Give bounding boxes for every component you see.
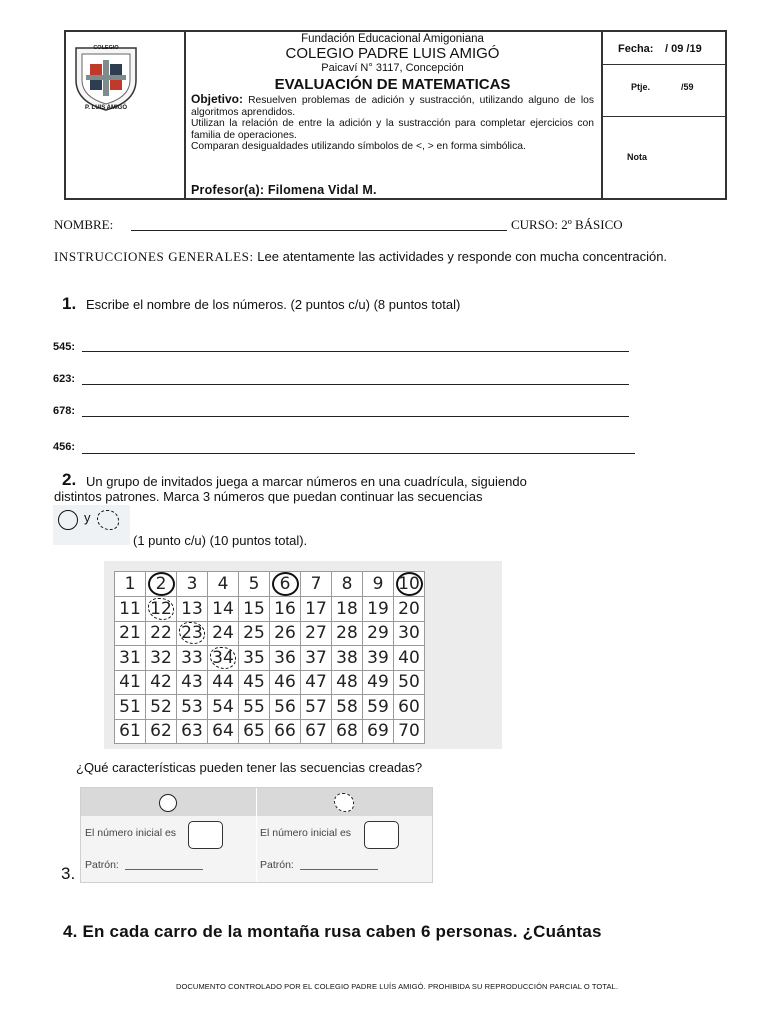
nombre-label: NOMBRE: — [54, 217, 114, 232]
grid-number: 18 — [336, 598, 358, 619]
grid-cell[interactable] — [270, 695, 301, 720]
grid-number: 38 — [336, 647, 358, 668]
grid-number: 65 — [243, 721, 265, 742]
grid-cell[interactable] — [394, 597, 425, 622]
grid-number: 8 — [341, 574, 353, 594]
grid-cell[interactable] — [146, 621, 177, 646]
grid-cell[interactable] — [301, 646, 332, 671]
grid-cell[interactable] — [115, 719, 146, 744]
grid-number: 1 — [124, 574, 136, 594]
grid-number: 67 — [305, 721, 327, 742]
q1-number: 1. — [62, 294, 77, 313]
objective-2: Utilizan la relación de entre la adición y la sustracción para completar ejercicios con familia de operaciones. — [191, 118, 594, 141]
grid-cell[interactable] — [146, 646, 177, 671]
grid-cell[interactable] — [115, 646, 146, 671]
grid-cell[interactable] — [332, 670, 363, 695]
grid-cell[interactable] — [363, 597, 394, 622]
grid-number: 64 — [212, 721, 234, 742]
grid-cell[interactable] — [208, 621, 239, 646]
patron-line-cloud[interactable] — [300, 869, 378, 870]
instructions-label: INSTRUCCIONES GENERALES: — [54, 249, 254, 264]
grid-number: 45 — [243, 672, 265, 693]
grid-number: 57 — [305, 696, 327, 717]
fecha-value: / 09 /19 — [665, 43, 702, 55]
curso-label: CURSO: 2º BÁSICO — [511, 217, 623, 232]
grid-cell[interactable] — [301, 572, 332, 597]
number-grid — [104, 561, 502, 749]
grid-number: 49 — [367, 672, 389, 693]
grid-number: 15 — [243, 598, 265, 619]
sequence-table — [80, 787, 433, 883]
grid-cell[interactable] — [394, 572, 425, 597]
legend-y: y — [84, 510, 91, 525]
grid-cell[interactable] — [270, 646, 301, 671]
grid-cell[interactable] — [177, 646, 208, 671]
q2-number: 2. — [62, 470, 77, 489]
grid-cell[interactable] — [115, 670, 146, 695]
objective-1: Resuelven problemas de adición y sustracción, utilizando alguno de los algoritmos aprendidos. — [191, 95, 594, 118]
grid-cell[interactable] — [301, 670, 332, 695]
q4-text: 4. En cada carro de la montaña rusa caben 6 personas. ¿Cuántas — [63, 922, 602, 941]
fecha-label: Fecha: — [618, 43, 654, 55]
q1-answer-line-456[interactable] — [82, 453, 635, 454]
circle-header-icon — [159, 794, 177, 812]
q2-line2: distintos patrones. Marca 3 números que puedan continuar las secuencias — [54, 489, 483, 504]
grid-row — [115, 597, 425, 622]
grid-number: 62 — [150, 721, 172, 742]
grid-number: 60 — [398, 696, 420, 717]
grid-number: 28 — [336, 623, 358, 644]
grid-cell[interactable] — [208, 719, 239, 744]
grid-number-clouded: 34 — [210, 647, 236, 669]
school-name: COLEGIO PADRE LUIS AMIGÓ — [285, 45, 500, 62]
grid-number: 21 — [119, 623, 141, 644]
cloud-symbol-icon — [97, 510, 119, 530]
grid-cell[interactable] — [239, 597, 270, 622]
grid-cell[interactable] — [208, 695, 239, 720]
grid-cell[interactable] — [177, 719, 208, 744]
grid-cell[interactable] — [146, 597, 177, 622]
grid-number: 25 — [243, 623, 265, 644]
grid-number-circled: 2 — [148, 572, 175, 596]
q1-item-678: 678: — [53, 405, 76, 417]
patron-label-cloud: Patrón: — [260, 859, 294, 871]
grid-cell[interactable] — [146, 572, 177, 597]
grid-number: 47 — [305, 672, 327, 693]
grid-number: 70 — [398, 721, 420, 742]
grid-number-circled: 10 — [396, 572, 423, 596]
grid-number: 30 — [398, 623, 420, 644]
patron-label-circle: Patrón: — [85, 859, 119, 871]
grid-number: 19 — [367, 598, 389, 619]
grid-cell[interactable] — [208, 597, 239, 622]
grid-number: 24 — [212, 623, 234, 644]
grid-number: 56 — [274, 696, 296, 717]
inicial-label-cloud: El número inicial es — [260, 827, 352, 839]
cloud-header-icon — [334, 793, 354, 812]
grid-row — [115, 572, 425, 597]
grid-number: 66 — [274, 721, 296, 742]
grid-row — [115, 621, 425, 646]
grid-cell[interactable] — [115, 597, 146, 622]
grid-number: 63 — [181, 721, 203, 742]
grid-cell[interactable] — [177, 572, 208, 597]
grid-cell[interactable] — [363, 670, 394, 695]
grid-cell[interactable] — [177, 621, 208, 646]
symbol-legend — [53, 505, 130, 545]
grid-number: 9 — [372, 574, 384, 594]
logo-text-top: COLEGIO — [93, 45, 119, 51]
grid-number: 42 — [150, 672, 172, 693]
grid-number: 40 — [398, 647, 420, 668]
grid-number: 59 — [367, 696, 389, 717]
grid-cell[interactable] — [394, 621, 425, 646]
grid-cell[interactable] — [177, 597, 208, 622]
grid-number-clouded: 12 — [148, 598, 174, 620]
nota-label: Nota — [627, 152, 647, 162]
grid-cell[interactable] — [239, 621, 270, 646]
grid-number: 39 — [367, 647, 389, 668]
patron-line-circle[interactable] — [125, 869, 203, 870]
grid-row — [115, 670, 425, 695]
footer-note: DOCUMENTO CONTROLADO POR EL COLEGIO PADRE LUÍS AMIGÓ. PROHIBIDA SU REPRODUCCIÓN PARCIAL O TOTAL. — [175, 982, 619, 991]
grid-number: 7 — [310, 574, 322, 594]
grid-cell[interactable] — [146, 670, 177, 695]
nombre-line[interactable] — [131, 230, 507, 231]
grid-number: 31 — [119, 647, 141, 668]
instructions-text: Lee atentamente las actividades y responde con mucha concentración. — [257, 249, 668, 264]
grid-cell[interactable] — [363, 572, 394, 597]
grid-cell[interactable] — [332, 719, 363, 744]
grid-cell[interactable] — [146, 719, 177, 744]
grid-cell[interactable] — [177, 670, 208, 695]
grid-cell[interactable] — [394, 695, 425, 720]
grid-cell[interactable] — [146, 695, 177, 720]
grid-number: 33 — [181, 647, 203, 668]
q1-answer-line-678[interactable] — [82, 416, 629, 417]
grid-number: 26 — [274, 623, 296, 644]
grid-number: 51 — [119, 696, 141, 717]
objective-3: Comparan desigualdades utilizando símbolos de <, > en forma simbólica. — [191, 141, 526, 153]
grid-number: 61 — [119, 721, 141, 742]
grid-number: 13 — [181, 598, 203, 619]
grid-number: 4 — [217, 574, 229, 594]
grid-cell[interactable] — [239, 572, 270, 597]
grid-cell[interactable] — [239, 670, 270, 695]
grid-cell[interactable] — [239, 719, 270, 744]
grid-number-circled: 6 — [272, 572, 299, 596]
grid-number: 14 — [212, 598, 234, 619]
grid-cell[interactable] — [332, 597, 363, 622]
grid-cell[interactable] — [363, 695, 394, 720]
grid-cell[interactable] — [332, 572, 363, 597]
grid-number: 17 — [305, 598, 327, 619]
grid-number: 50 — [398, 672, 420, 693]
grid-number: 46 — [274, 672, 296, 693]
grid-cell[interactable] — [270, 597, 301, 622]
grid-cell[interactable] — [363, 719, 394, 744]
grid-number: 5 — [248, 574, 260, 594]
q2-question: ¿Qué características pueden tener las secuencias creadas? — [76, 760, 423, 775]
q1-answer-line-623[interactable] — [82, 384, 629, 385]
grid-number: 52 — [150, 696, 172, 717]
grid-number: 58 — [336, 696, 358, 717]
grid-number: 32 — [150, 647, 172, 668]
grid-number: 54 — [212, 696, 234, 717]
instructions — [54, 249, 737, 265]
grid-cell[interactable] — [270, 719, 301, 744]
school-logo — [72, 44, 140, 112]
inicial-box-cloud[interactable] — [364, 821, 399, 849]
ptje-label: Ptje. — [631, 82, 651, 92]
grid-cell[interactable] — [239, 695, 270, 720]
grid-cell[interactable] — [115, 572, 146, 597]
grid-cell[interactable] — [394, 719, 425, 744]
grid-number: 41 — [119, 672, 141, 693]
grid-number: 48 — [336, 672, 358, 693]
objective-label: Objetivo: — [191, 92, 244, 106]
grid-number: 20 — [398, 598, 420, 619]
grid-cell[interactable] — [208, 670, 239, 695]
grid-cell[interactable] — [270, 670, 301, 695]
inicial-label-circle: El número inicial es — [85, 827, 177, 839]
grid-number: 55 — [243, 696, 265, 717]
teacher-name: Profesor(a): Filomena Vidal M. — [191, 183, 377, 197]
grid-number: 37 — [305, 647, 327, 668]
q1-text: Escribe el nombre de los números. (2 puntos c/u) (8 puntos total) — [86, 297, 461, 312]
q1-item-623: 623: — [53, 373, 76, 385]
q2-points: (1 punto c/u) (10 puntos total). — [133, 533, 308, 548]
grid-number: 3 — [186, 574, 198, 594]
eval-title: EVALUACIÓN DE MATEMATICAS — [274, 76, 511, 93]
grid-cell[interactable] — [270, 621, 301, 646]
grid-cell[interactable] — [394, 646, 425, 671]
grid-cell[interactable] — [270, 572, 301, 597]
grid-cell[interactable] — [239, 646, 270, 671]
grid-number: 53 — [181, 696, 203, 717]
grid-cell[interactable] — [115, 695, 146, 720]
ptje-value: /59 — [681, 82, 694, 92]
q1-answer-line-545[interactable] — [82, 351, 629, 352]
grid-cell[interactable] — [363, 621, 394, 646]
grid-cell[interactable] — [115, 621, 146, 646]
inicial-box-circle[interactable] — [188, 821, 223, 849]
grid-number: 44 — [212, 672, 234, 693]
grid-number: 27 — [305, 623, 327, 644]
grid-cell[interactable] — [301, 695, 332, 720]
school-address: Paicaví N° 3117, Concepción — [321, 62, 464, 74]
grid-number-clouded: 23 — [179, 622, 205, 644]
grid-number: 35 — [243, 647, 265, 668]
grid-cell[interactable] — [301, 621, 332, 646]
grid-cell[interactable] — [208, 572, 239, 597]
grid-cell[interactable] — [332, 646, 363, 671]
logo-text-bottom: P. LUIS AMIGÓ — [84, 105, 127, 111]
grid-cell[interactable] — [332, 621, 363, 646]
objective-block — [191, 94, 594, 153]
q3-number: 3. — [61, 864, 76, 883]
grid-number: 43 — [181, 672, 203, 693]
grid-number: 22 — [150, 623, 172, 644]
grid-number: 29 — [367, 623, 389, 644]
circle-symbol-icon — [58, 510, 78, 530]
grid-row — [115, 646, 425, 671]
q1-item-456: 456: — [53, 441, 76, 453]
grid-number: 36 — [274, 647, 296, 668]
grid-cell[interactable] — [363, 646, 394, 671]
grid-cell[interactable] — [301, 597, 332, 622]
foundation-name: Fundación Educacional Amigoniana — [301, 33, 484, 45]
grid-cell[interactable] — [177, 695, 208, 720]
grid-number: 11 — [119, 598, 141, 619]
grid-cell[interactable] — [332, 695, 363, 720]
grid-number: 68 — [336, 721, 358, 742]
grid-number: 16 — [274, 598, 296, 619]
grid-cell[interactable] — [301, 719, 332, 744]
grid-row — [115, 719, 425, 744]
grid-row — [115, 695, 425, 720]
header-table — [64, 30, 727, 200]
grid-cell[interactable] — [208, 646, 239, 671]
q2-line1: Un grupo de invitados juega a marcar números en una cuadrícula, siguiendo — [86, 474, 527, 489]
number-grid-table — [114, 571, 425, 744]
grid-number: 69 — [367, 721, 389, 742]
grid-cell[interactable] — [394, 670, 425, 695]
q1-item-545: 545: — [53, 341, 76, 353]
